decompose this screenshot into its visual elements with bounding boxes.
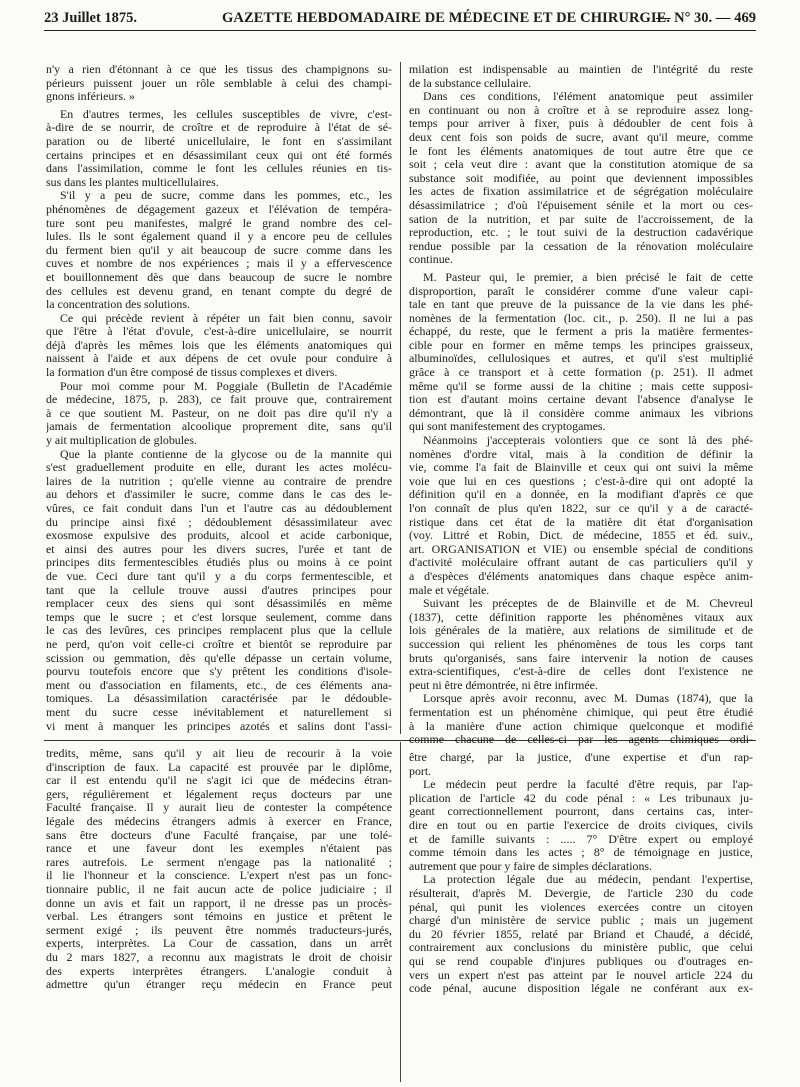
text-line: désassimilatrice ; d'où l'épuisement sénile et la mort ou ces- xyxy=(409,198,753,212)
text-line: pénal, qui punit les violences exercées contre un citoyen xyxy=(409,900,753,914)
text-line: peut ni être démontrée, ni être infirmée. xyxy=(409,678,598,692)
text-line: le font les éléments anatomiques de tout autre être que ce xyxy=(409,144,753,158)
text-line: certains principes et en désassimilant ceux qui ont été formés xyxy=(46,148,392,162)
text-line: En d'autres termes, les cellules susceptibles de vivre, c'est- xyxy=(60,107,392,121)
page-number: 469 xyxy=(734,10,756,26)
text-line: la formation d'un être composé de tissus complexes et divers. xyxy=(46,366,338,380)
text-line: (voy. Littré et Robin, Dict. de médecine, 1855 et éd. suiv., xyxy=(409,529,753,543)
text-line: plication de l'article 42 du code pénal : « Les tribunaux ju- xyxy=(409,791,753,805)
text-line: remplacer ceux des siens qui sont désassimilés en même xyxy=(46,597,392,611)
text-line: de vue. Ceci dure tant qu'il y a du corps fermentescible, et xyxy=(46,569,392,583)
text-line: démontrant, que là il considère comme animaux les vibrions xyxy=(409,406,753,420)
text-line: autrement que pour y faire de simples déclarations. xyxy=(409,859,653,873)
text-line: S'il y a peu de sucre, comme dans les pommes, etc., les xyxy=(60,189,392,203)
text-line: lules. Ils le sont également quand il y a encore peu de cellules xyxy=(46,230,392,244)
text-line: ne perd, qu'on voit celle-ci croître et bientôt se reproduire par xyxy=(46,637,392,651)
bottom-right-column xyxy=(409,751,753,996)
text-line: y ait multiplication de globules. xyxy=(46,434,197,448)
text-line: du ferment bien qu'il y ait beaucoup de sucre comme dans les xyxy=(46,243,392,257)
text-line: tomiques. La désassimilation caractérisée par le dédouble- xyxy=(46,692,392,706)
text-line: à la manière d'une action chimique quelconque et modifié xyxy=(409,719,753,733)
text-line: Pour moi comme pour M. Poggiale (Bulletin de l'Académie xyxy=(60,379,392,393)
text-line: Ce qui précède revient à répéter un fait bien connu, savoir xyxy=(60,311,392,325)
text-line: bruts qu'organisés, sans faire intervenir la notion de causes xyxy=(409,651,753,665)
journal-title: GAZETTE HEBDOMADAIRE DE MÉDECINE ET DE CHIRURGIE. xyxy=(222,10,671,26)
text-line: rance et une faveur dont les exemples n'étaient pas xyxy=(46,842,392,856)
text-line: et bouillonnement dès que dans beaucoup de sucre le nombre xyxy=(46,270,392,284)
text-line: cible pour en former en même temps les principes graisseux, xyxy=(409,338,753,352)
text-line: M. Pasteur qui, le premier, a bien précisé le fait de cette xyxy=(423,270,753,284)
text-line: vûres, ce fait conduit dans l'un et l'autre cas au dédoublement xyxy=(46,502,392,515)
text-line: ment ou d'association en filaments, etc., de ces éléments ana- xyxy=(46,678,392,692)
text-line: comme témoin dans les actes ; 8° de témoignage en justice, xyxy=(409,846,753,860)
text-line: contrairement aux conclusions du ministère public, que celui xyxy=(409,941,753,955)
text-line: cuves et nombre de nos expériences ; mais il y a effervescence xyxy=(46,257,392,271)
text-line: Le médecin peut perdre la faculté d'être requis, par l'ap- xyxy=(423,778,753,792)
text-line: les actes de fixation assimilatrice et de ségrégation moléculaire xyxy=(409,185,753,199)
text-line: succession qui relient les phénomènes de tous les corps tant xyxy=(409,637,753,651)
text-line: gers, régulièrement et légalement reçus docteurs par une xyxy=(46,787,392,801)
text-line: jamais de fermentation alcoolique proprement dite, sans qu'il xyxy=(46,420,392,434)
text-line: dans l'assimilation, comme le font les cellules réunies en tis- xyxy=(46,162,392,176)
text-line: au dehors et d'assimiler le sucre, comme dans le cas des le- xyxy=(46,488,392,502)
text-line: dire en tout ou en partie l'exercice de droits civiques, civils xyxy=(409,818,753,832)
text-line: geant correctionnellement pourront, dans certains cas, inter- xyxy=(409,805,753,819)
text-line: rares autrefois. Le serment n'engage pas la nationalité ; xyxy=(46,855,392,869)
text-line: échappé, du reste, que le ferment a pris la matière fermentes- xyxy=(409,325,753,339)
text-line: gnons inférieurs. » xyxy=(46,90,135,104)
text-line: La protection légale due au médecin, pendant l'expertise, xyxy=(423,873,753,887)
text-line: Faculté française. Il y aurait lieu de contester la compétence xyxy=(46,801,392,815)
text-line: du principe ainsi fixé ; dédoublement désassimilateur avec xyxy=(46,515,392,529)
text-line: donne un avis et fait un rapport, il ne dresse pas un procès- xyxy=(46,896,392,910)
text-line: tion est d'autant moins certaine devant l'absence d'analyse le xyxy=(409,393,753,407)
text-line: Dans ces conditions, l'élément anatomique peut assimiler xyxy=(423,90,753,104)
text-line: continue. xyxy=(409,253,453,267)
text-line: s'est graduellement produite en elle, durant les actes molécu- xyxy=(46,461,392,475)
bottom-column-divider xyxy=(400,742,401,1082)
text-line: ture sont peu manifestes, malgré le grand nombre des cel- xyxy=(46,216,392,230)
text-line: la concentration des solutions. xyxy=(46,298,190,312)
text-line: soit ; cela veut dire : avant que la constitution atomique de sa xyxy=(409,158,753,172)
text-line: phénomènes de dégagement gazeux et l'élévation de tempéra- xyxy=(46,202,392,216)
text-line: art. ORGANISATION et VIE) ou ensemble spécial de conditions xyxy=(409,542,753,556)
text-line: temps que le sucre ; et c'est lorsque seulement, comme dans xyxy=(46,610,392,624)
text-line: vie, comme l'a fait de Blainville et ceux qui ont suivi la même xyxy=(409,461,753,475)
text-line: d'activité moléculaire offrant autant de cas particuliers qu'il y xyxy=(409,556,753,570)
text-line: des experts interprètes étrangers. L'analogie conduit à xyxy=(46,964,392,978)
top-right-column xyxy=(409,63,753,747)
text-line: tant que la cellule trouve aussi d'autres principes pour xyxy=(46,583,392,597)
text-line: sation de la nutrition, et par suite de l'accroissement, de la xyxy=(409,212,753,226)
text-line: extra-scientifiques, c'est-à-dire de celles dont l'existence ne xyxy=(409,665,753,679)
text-line: déjà d'après les mêmes lois que les éléments anatomiques qui xyxy=(46,338,392,352)
text-line: Que la plante contienne de la glycose ou de la mannite qui xyxy=(60,447,392,461)
text-line: légale des médecins étrangers admis à exercer en France, xyxy=(46,814,392,828)
text-line: à-dire de se nourrir, de croître et de reproduire à l'état de sé- xyxy=(46,121,392,135)
text-line: vers un expert n'est pas atteint par le nouvel article 224 du xyxy=(409,968,753,982)
text-line: à ce que soutient M. Pasteur, on ne doit pas dire qu'il n'y a xyxy=(46,406,392,420)
text-line: en continuant ou non à croître et à se reproduire assez long- xyxy=(409,103,753,117)
text-line: et de famille suivants : ..... 7° D'être expert ou employé xyxy=(409,832,753,846)
bottom-left-column xyxy=(46,747,392,992)
text-line: sus dans les plantes multicellulaires. xyxy=(46,175,219,189)
text-line: serment exigé ; ils peuvent être nommés traducteurs-jurés, xyxy=(46,923,392,937)
page-header xyxy=(44,4,756,31)
text-line: Suivant les préceptes de de Blainville et de M. Chevreul xyxy=(423,597,753,611)
text-line: port. xyxy=(409,764,432,778)
text-line: nomènes d'ordre vital, mais à la condition de définir la xyxy=(409,447,753,461)
text-line: a d'espèces d'éléments anatomiques dans chaque espèce anim- xyxy=(409,569,753,583)
text-line: l'on connaît de plus qu'en 1822, sur ce qu'il y a de caracté- xyxy=(409,502,753,515)
text-line: n'y a rien d'étonnant à ce que les tissus des champignons su- xyxy=(46,63,392,76)
text-line: et ainsi des autres pour les divers sucres, l'urée et tant de xyxy=(46,542,392,556)
text-line: Néanmoins j'accepterais volontiers que ce sont là des phé- xyxy=(423,434,753,448)
text-line: grâce à ce transport et à cette formation (p. 251). Il admet xyxy=(409,366,753,380)
text-line: pourvu toutefois encore que s'y prêtent les conditions d'isole- xyxy=(46,665,392,679)
text-line: principes dits fermentescibles étudiés plus ou moins à ce point xyxy=(46,556,392,570)
issue-date: 23 Juillet 1875. xyxy=(44,10,138,26)
text-line: reproduction, etc. ; le tout suivi de la destruction cadavérique xyxy=(409,226,753,240)
text-line: (1837), cette définition rapporte les phénomènes vitaux aux xyxy=(409,610,753,624)
text-line: disproportion, paraît le considérer comme d'une valeur capi- xyxy=(409,284,753,298)
top-left-column xyxy=(46,63,392,733)
text-line: Lorsque après avoir reconnu, avec M. Dumas (1874), que la xyxy=(423,692,753,706)
text-line: tionnaire public, il ne fait aucun acte de police judiciaire ; il xyxy=(46,882,392,896)
text-line: comme chacune de celles-ci par les agents chimiques ordi- xyxy=(409,733,753,747)
issue-number: — N° 30. — xyxy=(656,10,731,26)
text-line: ristique dans cet état de la matière dit état d'organisation xyxy=(409,515,753,529)
text-line: même qu'il se forme aussi de la chitine ; mais cette supposi- xyxy=(409,379,753,393)
text-line: définition qu'il en a donnée, en la modifiant d'après ce que xyxy=(409,488,753,502)
text-line: voie que lui en ces questions ; c'est-à-dire qui ont adopté la xyxy=(409,474,753,488)
text-line: de médecine, 1875, p. 283), ce fait prouve que, contrairement xyxy=(46,393,392,407)
text-line: des cellules est devenu grand, en tenant compte du degré de xyxy=(46,284,392,298)
text-line: périeurs puissent jouer un rôle semblable à celui des champi- xyxy=(46,76,392,90)
text-line: de la substance cellulaire. xyxy=(409,76,532,90)
text-line: male et végétale. xyxy=(409,583,490,597)
text-line: scission ou gemmation, dès qu'elle dépasse un certain volume, xyxy=(46,651,392,665)
text-line: verbal. Les étrangers sont témoins en justice et prêtent le xyxy=(46,910,392,924)
text-line: nomènes de la fermentation (loc. cit., p. 250). Il ne lui a pas xyxy=(409,311,753,325)
text-line: être chargé, par la justice, d'une expertise et d'un rap- xyxy=(409,751,753,764)
text-line: experts, interprètes. La Cour de cassation, dans un arrêt xyxy=(46,937,392,951)
text-line: rendue possible par la cessation de la rénovation moléculaire xyxy=(409,239,753,253)
text-line: résulterait, d'après M. Devergie, de l'article 230 du code xyxy=(409,886,753,900)
text-line: albuminoïdes, cellulosiques et autres, et qu'il s'est multiplié xyxy=(409,352,753,366)
text-line: fermentation est un phénomène chimique, qui peut être étudié xyxy=(409,705,753,719)
text-line: lois générales de la matière, aux relations de similitude et de xyxy=(409,624,753,638)
text-line: du 20 février 1855, relaté par Briand et Chaudé, a décidé, xyxy=(409,927,753,941)
text-line: tredits, même, sans qu'il y ait lieu de recourir à la voie xyxy=(46,747,392,760)
text-line: il lie l'honneur et la conscience. L'expert n'est pas un fonc- xyxy=(46,869,392,883)
text-line: code pénal, aucune disposition légale ne conférant aux ex- xyxy=(409,982,753,996)
text-line: temps pour arriver à fixer, puis à dédoubler de cent fois à xyxy=(409,117,753,131)
text-line: tale en tant que preuve de la puissance de la vie dans les phé- xyxy=(409,298,753,312)
text-line: que l'être à l'état d'ovule, c'est-à-dire unicellulaire, se nourrit xyxy=(46,325,392,339)
text-line: substance soit modifiée, au point que deviennent impossibles xyxy=(409,171,753,185)
text-line: qui se rend coupable d'injures publiques ou d'outrages en- xyxy=(409,954,753,968)
text-line: laires de la nutrition ; qu'elle vienne au contraire de prendre xyxy=(46,474,392,488)
text-line: chargé d'un ministère de service public ; mais un jugement xyxy=(409,914,753,928)
text-line: admettre qu'un étranger reçu médecin en France peut xyxy=(46,978,392,992)
text-line: deux cent fois son poids de sucre, avant qu'il meure, comme xyxy=(409,130,753,144)
text-line: paration ou de liberté unicellulaire, le font en s'assimilant xyxy=(46,134,392,148)
text-line: naissent à l'aide et aux dépens de cet ovule pour conduire à xyxy=(46,352,392,366)
text-line: sans être docteurs d'une Faculté française, par une tolé- xyxy=(46,828,392,842)
text-line: milation est indispensable au maintien de l'intégrité du reste xyxy=(409,63,753,76)
text-line: ment du sucre cesse inévitablement et naturellement si xyxy=(46,705,392,719)
text-line: exosmose expulsive des produits, alcool et acide carbonique, xyxy=(46,529,392,543)
text-line: qui sont manifestement des cryptogames. xyxy=(409,420,606,434)
text-line: vi ment à manquer les principes azotés et salins dont l'assi- xyxy=(46,719,392,733)
top-column-divider xyxy=(400,62,401,734)
text-line: du 2 mars 1827, a reconnu aux magistrats le droit de choisir xyxy=(46,950,392,964)
text-line: car il est entendu qu'il ne s'agit ici que de médecins étran- xyxy=(46,774,392,788)
text-line: le cas des levûres, ces principes remplacent plus que la cellule xyxy=(46,624,392,638)
text-line: d'inscription de faux. La capacité est prouvée par le diplôme, xyxy=(46,760,392,774)
